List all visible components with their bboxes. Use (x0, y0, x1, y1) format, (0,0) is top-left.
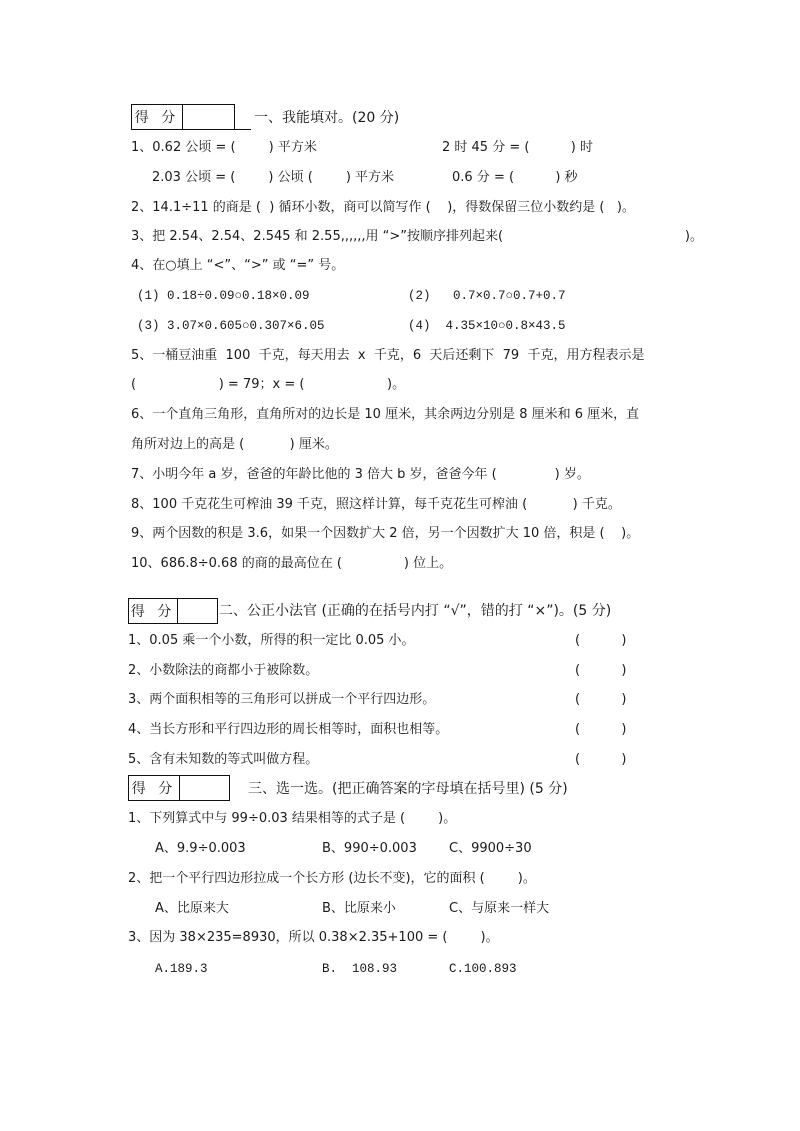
choice-2-option-a: A、比原来大 (155, 901, 229, 916)
choice-question-1: 1、下列算式中与 99÷0.03 结果相等的式子是 ( )。 (128, 811, 457, 826)
choice-2-option-b: B、比原来小 (322, 901, 396, 916)
q6-line-b: 角所对边上的高是 ( ) 厘米。 (131, 437, 338, 452)
judge-item-1: 1、0.05 乘一个小数，所得的积一定比 0.05 小。 (128, 633, 415, 648)
choice-question-2: 2、把一个平行四边形拉成一个长方形 (边长不变)，它的面积 ( )。 (128, 871, 536, 886)
choice-3-option-b: B. 108.93 (322, 962, 398, 976)
q1-line-b: 2 时 45 分 = ( ) 时 (442, 140, 593, 155)
q8-line: 8、100 千克花生可榨油 39 千克，照这样计算，每千克花生可榨油 ( ) 千克。 (131, 497, 621, 512)
score-box-section-1 (131, 104, 235, 130)
q6-line-a: 6、一个直角三角形，直角所对的边长是 10 厘米，其余两边分别是 8 厘米和 6 厘米，直 (131, 407, 640, 422)
judge-answer-2[interactable]: ( ) (575, 663, 627, 678)
choice-1-option-b: B、990÷0.003 (322, 841, 417, 856)
judge-answer-5[interactable]: ( ) (575, 752, 627, 767)
choice-1-option-a: A、9.9÷0.003 (155, 841, 246, 856)
judge-answer-1[interactable]: ( ) (575, 633, 627, 648)
q4-item-3: (3) 3.07×0.605○0.307×6.05 (137, 319, 325, 333)
judge-item-2: 2、小数除法的商都小于被除数。 (128, 663, 319, 678)
q2-line: 2、14.1÷11 的商是 ( ) 循环小数，商可以简写作 ( )，得数保留三位小数约是 ( )。 (131, 200, 635, 215)
score-label: 得 分 (129, 599, 178, 623)
q7-line: 7、小明今年 a 岁，爸爸的年龄比他的 3 倍大 b 岁，爸爸今年 ( ) 岁。 (131, 467, 590, 482)
score-underline (235, 129, 251, 130)
q4-item-2: (2) 0.7×0.7○0.7+0.7 (408, 289, 566, 303)
score-box-section-2 (128, 598, 218, 624)
judge-answer-4[interactable]: ( ) (575, 722, 627, 737)
q4-line: 4、在○填上 “<”、“>” 或 “=” 号。 (131, 258, 345, 273)
score-label: 得 分 (132, 105, 183, 129)
score-label: 得 分 (129, 776, 180, 800)
choice-3-option-c: C.100.893 (449, 962, 517, 976)
choice-3-option-a: A.189.3 (155, 962, 208, 976)
q9-line: 9、两个因数的积是 3.6，如果一个因数扩大 2 倍，另一个因数扩大 10 倍，积是 ( )。 (131, 526, 640, 541)
q1-line-d: 0.6 分 = ( ) 秒 (452, 170, 578, 185)
judge-item-4: 4、当长方形和平行四边形的周长相等时，面积也相等。 (128, 722, 449, 737)
score-input-blank[interactable] (178, 599, 217, 623)
q5-line-b: ( ) = 79；x = ( )。 (131, 377, 406, 392)
section-3-title: 三、选一选。(把正确答案的字母填在括号里) (5 分) (248, 781, 568, 797)
judge-item-3: 3、两个面积相等的三角形可以拼成一个平行四边形。 (128, 692, 436, 707)
q4-item-1: (1) 0.18÷0.09○0.18×0.09 (137, 289, 310, 303)
q10-line: 10、686.8÷0.68 的商的最高位在 ( ) 位上。 (131, 556, 453, 571)
score-input-blank[interactable] (183, 105, 234, 129)
q3-line: 3、把 2.54、2.54̇、2.545 和 2.55,,,,,,用 “>”按顺序排列起来( )。 (131, 229, 703, 244)
choice-2-option-c: C、与原来一样大 (449, 901, 550, 916)
q1-line-c: 2.03 公顷 = ( ) 公顷 ( ) 平方米 (152, 170, 395, 185)
choice-1-option-c: C、9900÷30 (449, 841, 532, 856)
judge-answer-3[interactable]: ( ) (575, 692, 627, 707)
score-input-blank[interactable] (180, 776, 229, 800)
score-box-section-3 (128, 775, 230, 801)
section-1-title: 一、我能填对。(20 分) (254, 110, 400, 126)
q1-line-a: 1、0.62 公顷 = ( ) 平方米 (131, 140, 317, 155)
q5-line-a: 5、一桶豆油重 100 千克，每天用去 x 千克，6 天后还剩下 79 千克，用方程表示是 (131, 348, 645, 363)
section-2-title: 二、公正小法官 (正确的在括号内打 “√”，错的打 “×”)。(5 分) (219, 603, 612, 619)
judge-item-5: 5、含有未知数的等式叫做方程。 (128, 752, 319, 767)
q4-item-4: (4) 4.35×10○0.8×43.5 (408, 319, 566, 333)
choice-question-3: 3、因为 38×235=8930，所以 0.38×2.35+100 = ( )。 (128, 930, 499, 945)
